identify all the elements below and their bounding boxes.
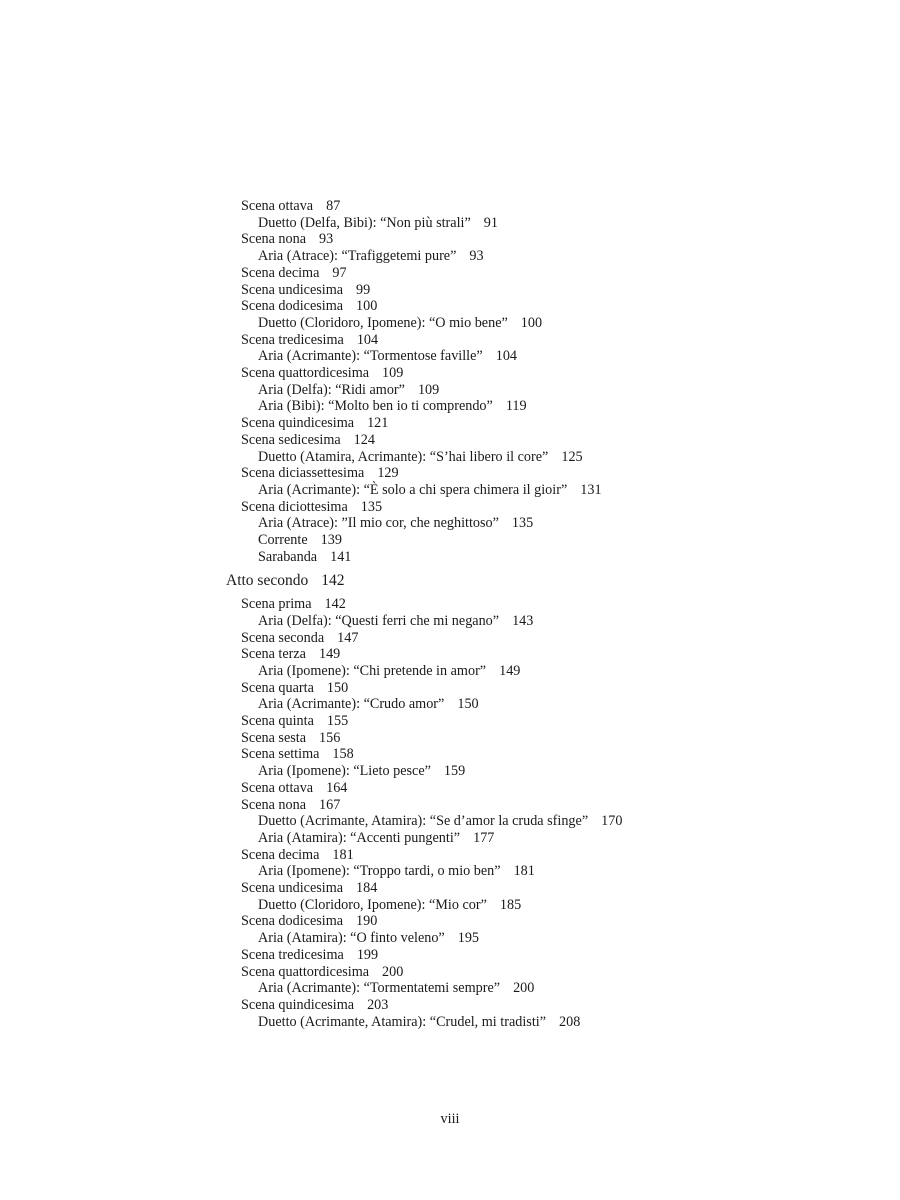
scene-entry [241, 780, 347, 797]
entry-page: 184 [356, 880, 378, 896]
scene-entry [241, 630, 358, 647]
entry-page: 181 [513, 863, 535, 880]
entry-title: Duetto (Acrimante, Atamira): “Se d’amor la cruda sfinge” [258, 813, 589, 830]
entry-page: 129 [377, 465, 399, 482]
entry-title: Scena prima [241, 596, 312, 613]
piece-entry [258, 315, 542, 332]
scene-entry [241, 415, 388, 432]
piece-entry [258, 382, 439, 399]
piece-entry [258, 398, 527, 415]
piece-entry [258, 863, 535, 880]
entry-page: 100 [356, 298, 378, 315]
entry-page: 135 [360, 498, 383, 515]
entry-title: Aria (Atrace): ”Il mio cor, che neghittoso” [258, 515, 499, 532]
scene-entry [241, 680, 348, 697]
entry-page: 139 [320, 532, 342, 548]
scene-entry [241, 499, 382, 516]
entry-title: Sarabanda [258, 548, 318, 565]
scene-entry [241, 880, 377, 897]
entry-page: 100 [520, 314, 543, 331]
scene-entry [241, 964, 403, 981]
entry-title: Aria (Delfa): “Questi ferri che mi negano” [258, 612, 500, 629]
entry-page: 93 [319, 231, 334, 248]
entry-title: Scena quattordicesima [241, 963, 370, 980]
piece-entry [258, 549, 351, 566]
entry-title: Aria (Acrimante): “Tormentatemi sempre” [258, 980, 501, 997]
piece-entry [258, 930, 479, 947]
piece-entry [258, 1014, 580, 1031]
entry-page: 200 [513, 980, 535, 997]
scene-entry [241, 332, 378, 349]
piece-entry [258, 813, 622, 830]
entry-title: Scena decima [241, 264, 320, 281]
entry-title: Scena quindicesima [241, 996, 355, 1013]
entry-page: 150 [326, 679, 349, 696]
entry-page: 150 [457, 696, 479, 713]
entry-page: 109 [382, 365, 404, 381]
piece-entry [258, 663, 520, 680]
piece-entry [258, 248, 484, 265]
entry-page: 164 [326, 779, 348, 796]
piece-entry [258, 980, 534, 997]
entry-title: Scena terza [241, 646, 306, 663]
entry-page: 141 [330, 548, 352, 565]
entry-page: 135 [511, 515, 534, 532]
entry-page: 200 [382, 963, 404, 980]
entry-title: Scena seconda [241, 629, 325, 646]
entry-title: Aria (Ipomene): “Troppo tardi, o mio ben” [258, 863, 501, 880]
piece-entry [258, 532, 342, 549]
entry-page: 155 [326, 713, 349, 729]
piece-entry [258, 449, 583, 466]
entry-title: Scena quattordicesima [241, 365, 370, 381]
entry-page: 125 [561, 448, 583, 465]
entry-title: Aria (Ipomene): “Chi pretende in amor” [258, 662, 487, 679]
entry-page: 93 [469, 248, 484, 265]
entry-title: Duetto (Acrimante, Atamira): “Crudel, mi tradisti” [258, 1013, 546, 1030]
scene-entry [241, 365, 403, 382]
entry-title: Aria (Delfa): “Ridi amor” [258, 381, 405, 398]
entry-page: 121 [367, 415, 389, 432]
entry-page: 124 [353, 431, 375, 448]
entry-page: 167 [319, 796, 341, 813]
entry-title: Scena settima [241, 746, 320, 763]
entry-page: 104 [495, 348, 518, 365]
entry-title: Scena dodicesima [241, 913, 344, 930]
entry-page: 203 [367, 996, 389, 1013]
entry-title: Duetto (Cloridoro, Ipomene): “Mio cor” [258, 896, 487, 913]
entry-title: Scena undicesima [241, 880, 344, 896]
entry-title: Scena quindicesima [241, 415, 355, 432]
entry-page: 177 [473, 829, 495, 846]
scene-entry [241, 646, 340, 663]
entry-title: Scena nona [241, 231, 307, 248]
entry-page: 147 [337, 629, 359, 646]
entry-page: 159 [443, 763, 466, 780]
piece-entry [258, 897, 521, 914]
entry-title: Scena sesta [241, 729, 307, 746]
piece-entry [258, 696, 479, 713]
entry-page: 143 [512, 612, 534, 629]
piece-entry [258, 830, 494, 847]
page-number: viii [440, 1111, 460, 1127]
entry-title: Duetto (Delfa, Bibi): “Non più strali” [258, 214, 471, 231]
scene-entry [241, 596, 346, 613]
entry-title: Scena quarta [241, 679, 314, 696]
entry-title: Scena tredicesima [241, 946, 344, 963]
entry-page: 142 [324, 596, 346, 613]
entry-title: Scena tredicesima [241, 331, 344, 348]
entry-title: Scena sedicesima [241, 431, 341, 448]
entry-page: 181 [332, 846, 354, 863]
piece-entry [258, 215, 498, 232]
piece-entry [258, 763, 465, 780]
entry-page: 199 [356, 946, 379, 963]
scene-entry [241, 746, 354, 763]
entry-title: Corrente [258, 532, 308, 548]
scene-entry [241, 282, 370, 299]
entry-page: 109 [417, 381, 440, 398]
entry-title: Atto secondo [226, 572, 309, 590]
entry-title: Scena dodicesima [241, 298, 344, 315]
piece-entry [258, 482, 602, 499]
entry-title: Scena diciottesima [241, 498, 348, 515]
entry-title: Scena nona [241, 796, 307, 813]
entry-title: Scena quinta [241, 713, 314, 729]
entry-title: Aria (Atrace): “Trafiggetemi pure” [258, 248, 457, 265]
entry-page: 190 [356, 913, 378, 930]
entry-title: Aria (Ipomene): “Lieto pesce” [258, 763, 431, 780]
entry-page: 119 [505, 398, 527, 415]
entry-page: 91 [483, 214, 498, 231]
entry-page: 104 [356, 331, 379, 348]
scene-entry [241, 298, 377, 315]
entry-title: Scena ottava [241, 779, 314, 796]
scene-entry [241, 231, 333, 248]
scene-entry [241, 797, 340, 814]
scene-entry [241, 730, 340, 747]
entry-page: 195 [457, 930, 480, 947]
scene-entry [241, 198, 340, 215]
entry-page: 149 [499, 662, 521, 679]
entry-title: Aria (Acrimante): “È solo a chi spera chimera il gioir” [258, 481, 568, 498]
entry-page: 185 [499, 896, 522, 913]
entry-title: Aria (Acrimante): “Tormentose faville” [258, 348, 483, 365]
entry-title: Aria (Atamira): “O finto veleno” [258, 930, 445, 947]
entry-title: Scena undicesima [241, 281, 344, 298]
scene-entry [241, 847, 354, 864]
entry-page: 87 [326, 198, 341, 214]
scene-entry [241, 913, 377, 930]
entry-page: 131 [580, 481, 602, 498]
piece-entry [258, 348, 517, 365]
scene-entry [241, 997, 388, 1014]
scene-entry [241, 265, 347, 282]
act-heading [226, 572, 344, 589]
scene-entry [241, 947, 378, 964]
scene-entry [241, 465, 399, 482]
entry-page: 97 [332, 264, 347, 281]
entry-title: Duetto (Cloridoro, Ipomene): “O mio bene” [258, 314, 508, 331]
entry-page: 208 [559, 1013, 581, 1030]
entry-title: Scena decima [241, 846, 320, 863]
entry-page: 142 [321, 572, 345, 590]
entry-page: 99 [356, 281, 371, 298]
piece-entry [258, 515, 533, 532]
entry-page: 156 [319, 729, 341, 746]
entry-title: Scena ottava [241, 198, 314, 214]
entry-title: Scena diciassettesima [241, 465, 365, 482]
entry-title: Duetto (Atamira, Acrimante): “S’hai libero il core” [258, 448, 549, 465]
entry-page: 149 [318, 646, 341, 663]
entry-page: 158 [332, 746, 354, 763]
piece-entry [258, 613, 533, 630]
scene-entry [241, 432, 375, 449]
entry-page: 170 [601, 813, 623, 830]
scene-entry [241, 713, 348, 730]
entry-title: Aria (Acrimante): “Crudo amor” [258, 696, 445, 713]
entry-title: Aria (Bibi): “Molto ben io ti comprendo” [258, 398, 493, 415]
entry-title: Aria (Atamira): “Accenti pungenti” [258, 829, 461, 846]
